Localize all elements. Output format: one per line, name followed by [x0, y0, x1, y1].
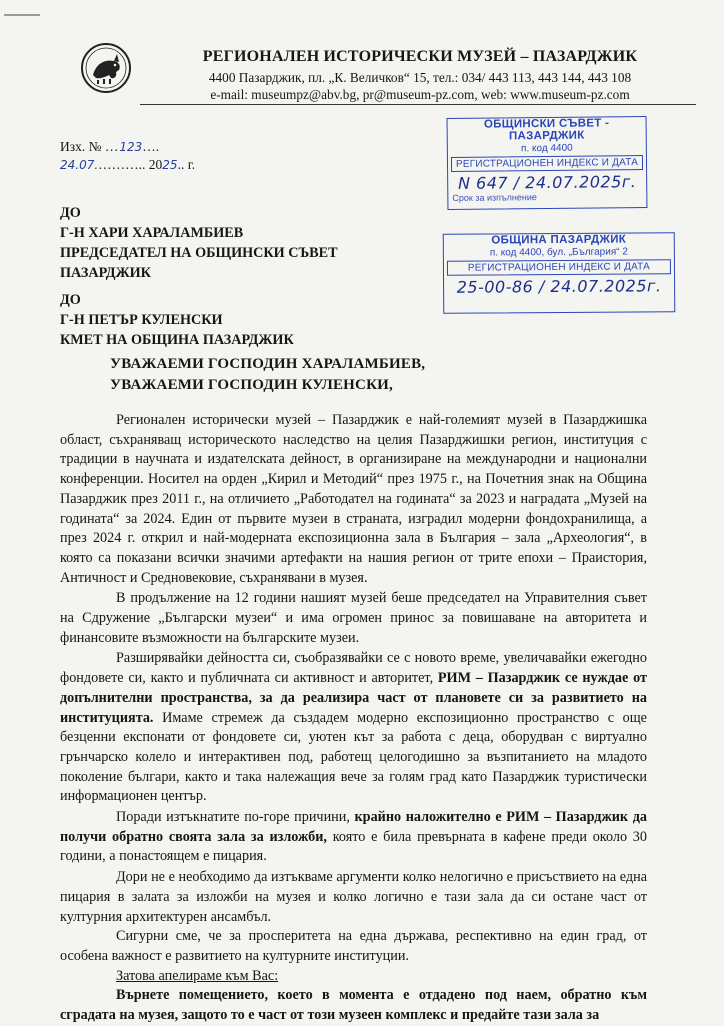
appeal-heading: Затова апелираме към Вас:	[116, 967, 279, 984]
appeal-text: Върнете помещението, което в момента е отдадено под наем, обратно към сградата на музея, защото то е част от този музеен комплекс и предайте тази зала за	[60, 987, 647, 1024]
outgoing-year-prefix: 20	[148, 157, 163, 172]
greeting-line-2: УВАЖАЕМИ ГОСПОДИН КУЛЕНСКИ,	[110, 377, 393, 393]
stamp-handwritten-index: N 647 / 24.07.2025г.	[457, 172, 637, 193]
body-paragraph	[60, 808, 647, 867]
scan-edge-mark	[4, 14, 40, 16]
body-paragraph: Регионален исторически музей – Пазарджик е най-големият музей в Пазарджишка област, съхраняващ историческото наследство на целия Пазарджишки регион, институция с традиции в научната и издателската дейност, в организиране на международни и национални конференции. Носител на орден „Кирил и Методий“ през 1975 г., на Почетния знак на Община Пазарджик през 2011 г., на отличието „Работодател на годината“ за 2023 и наградата „Музей на годината“ за 2024. Един от първите музеи в страната, изградил модерни фондохранилища, а през 2024 г. открил и най-модерната експозиционна зала в България – зала „Археология“, в която са показани всички значими артефакти на нашия регион от трите епохи – Праистория, Античност и Средновековие, съхранявани в музея.	[60, 412, 647, 586]
header-divider	[140, 104, 696, 105]
outgoing-number-value: 123	[119, 140, 143, 154]
letter-body	[60, 411, 647, 1026]
recipient-position: КМЕТ НА ОБЩИНА ПАЗАРДЖИК	[60, 332, 294, 348]
recipient-to: ДО	[60, 292, 81, 308]
recipient-block-1	[60, 203, 338, 283]
stamp-handwritten-index: 25-00-86 / 24.07.2025г.	[456, 276, 662, 297]
outgoing-year-suffix: г.	[187, 157, 196, 172]
body-paragraph: В продължение на 12 години нашият музей беше председател на Управителния съвет на Сдружение „Български музеи“ и има огромен принос за повишаване на авторитета и финансовите възможности на българските музеи.	[60, 590, 647, 646]
outgoing-date-value: 24.07.	[60, 158, 99, 172]
body-paragraph	[60, 967, 647, 987]
greeting-line-1: УВАЖАЕМИ ГОСПОДИН ХАРАЛАМБИЕВ,	[110, 356, 426, 372]
body-text: Поради изтъкнатите по-горе причини,	[116, 809, 355, 826]
body-paragraph: Дори не е необходимо да изтъкваме аргументи колко нелогично е присъствието на една пицария в залата за изложби на музея и колко логично е тази зала да си остане част от културния архитектурен ансамбъл.	[60, 869, 647, 925]
recipient-name: Г-Н ПЕТЪР КУЛЕНСКИ	[60, 312, 223, 328]
stamp-footer: Срок за изпълнение	[452, 192, 537, 203]
stamp-title: ОБЩИНСКИ СЪВЕТ - ПАЗАРДЖИК	[483, 117, 610, 143]
stamp-title: ОБЩИНА ПАЗАРДЖИК	[491, 233, 627, 247]
recipient-name: Г-Н ХАРИ ХАРАЛАМБИЕВ	[60, 225, 244, 241]
outgoing-number-label: Изх. №	[60, 139, 102, 154]
body-text: Имаме стремеж да създадем модерно експозиционно пространство с още безценни експонати от фондовете си, уютен кът за работа с деца, оборудван с виртуално грънчарско колело и интерактивен под, работещ целогодишно за възпитанието на младото поколение българи, както и така належащия вече за голям град като Пазарджик туристически информационен център.	[60, 709, 647, 805]
recipient-position: ПРЕДСЕДАТЕЛ НА ОБЩИНСКИ СЪВЕТ	[60, 245, 338, 261]
body-text: Разширявайки дейността си, съобразявайки се с новото време, увеличавайки ежегодно фондовете си, както и публичната си активност и авторитет,	[60, 650, 647, 687]
stamp-subtitle: п. код 4400	[520, 142, 573, 155]
body-paragraph	[60, 986, 647, 1025]
body-paragraph: Сигурни сме, че за просперитета на една държава, респективно на един град, от особена важност е развитието на културните институции.	[60, 928, 647, 964]
outgoing-date: 24.07.……….. 2025.. г.	[60, 157, 196, 172]
stamp-subtitle: п. код 4400, бул. „България“ 2	[489, 246, 628, 259]
recipient-to: ДО	[60, 205, 81, 221]
recipient-block-2	[60, 290, 294, 350]
museum-name: РЕГИОНАЛЕН ИСТОРИЧЕСКИ МУЗЕЙ – ПАЗАРДЖИК	[202, 48, 638, 65]
outgoing-number: Изх. № …123….	[60, 139, 160, 154]
museum-contacts: e-mail: museumpz@abv.bg, pr@museum-pz.com, web: www.museum-pz.com	[210, 87, 630, 102]
body-emphasis: РИМ – Пазарджик се нуждае от допълнителни пространства, за да реализира част от плановете си за развитието на институцията.	[60, 670, 647, 726]
municipal-council-stamp	[447, 116, 648, 210]
stamp-label: РЕГИСТРАЦИОНЕН ИНДЕКС И ДАТА	[451, 155, 643, 172]
stamp-label: РЕГИСТРАЦИОНЕН ИНДЕКС И ДАТА	[447, 259, 671, 276]
outgoing-year-value: 25	[162, 158, 178, 172]
body-text: която е била превърната в кафене преди около 30 години, а понастоящем е пицария.	[60, 828, 647, 865]
museum-logo-icon	[80, 42, 132, 94]
body-emphasis: крайно наложително е РИМ – Пазарджик да получи обратно своята зала за изложби,	[60, 809, 647, 845]
museum-address: 4400 Пазарджик, пл. „К. Величков“ 15, тел.: 034/ 443 113, 443 144, 443 108	[208, 70, 632, 85]
municipality-stamp	[443, 232, 676, 314]
recipient-position: ПАЗАРДЖИК	[60, 265, 151, 281]
body-paragraph	[60, 649, 647, 807]
